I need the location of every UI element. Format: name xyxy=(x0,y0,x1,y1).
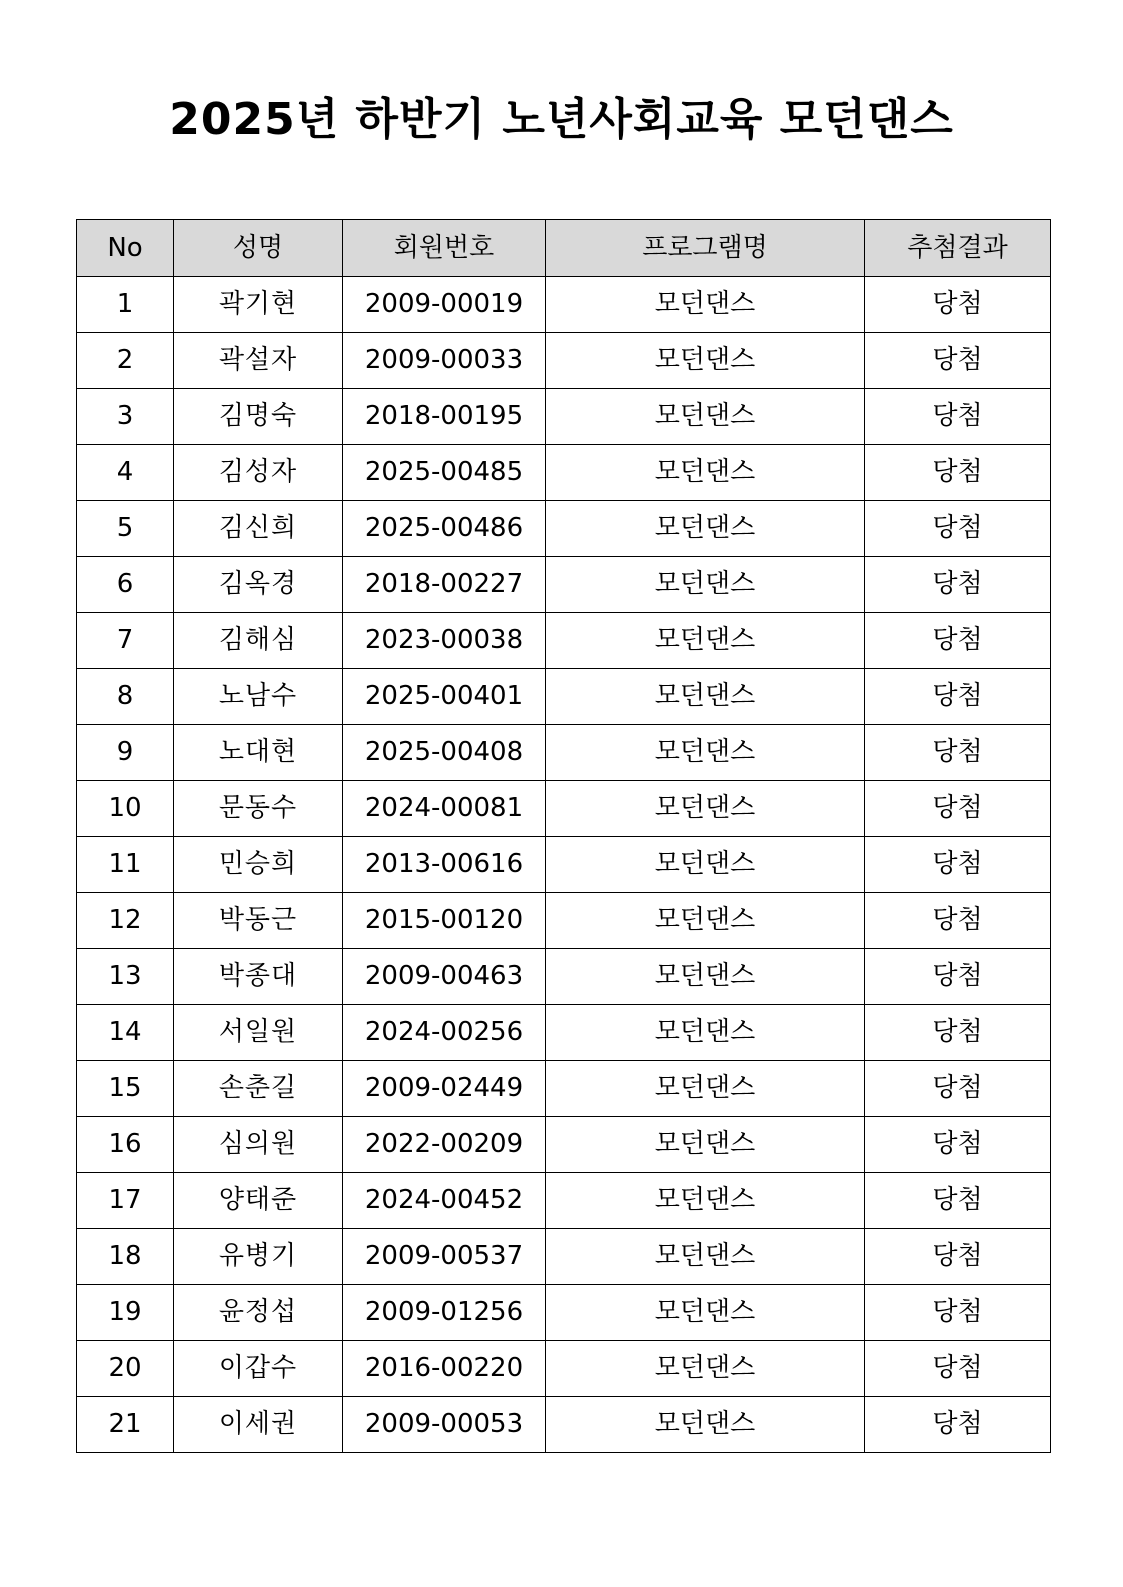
table-row xyxy=(77,557,1051,613)
cell-member-id: 2009-00033 xyxy=(343,333,546,389)
cell-result: 당첨 xyxy=(865,1173,1051,1229)
cell-program: 모던댄스 xyxy=(546,333,865,389)
cell-program: 모던댄스 xyxy=(546,389,865,445)
cell-member-id: 2025-00408 xyxy=(343,725,546,781)
cell-member-id: 2013-00616 xyxy=(343,837,546,893)
cell-member-id: 2022-00209 xyxy=(343,1117,546,1173)
cell-no: 14 xyxy=(77,1005,174,1061)
cell-name: 이세권 xyxy=(174,1397,343,1453)
cell-program: 모던댄스 xyxy=(546,949,865,1005)
cell-no: 19 xyxy=(77,1285,174,1341)
cell-member-id: 2009-00053 xyxy=(343,1397,546,1453)
cell-name: 곽기현 xyxy=(174,277,343,333)
cell-no: 11 xyxy=(77,837,174,893)
cell-no: 6 xyxy=(77,557,174,613)
table-row xyxy=(77,389,1051,445)
cell-result: 당첨 xyxy=(865,1005,1051,1061)
table-row xyxy=(77,445,1051,501)
cell-result: 당첨 xyxy=(865,669,1051,725)
cell-result: 당첨 xyxy=(865,1117,1051,1173)
cell-no: 18 xyxy=(77,1229,174,1285)
cell-name: 서일원 xyxy=(174,1005,343,1061)
column-header-member-id: 회원번호 xyxy=(343,220,546,277)
cell-result: 당첨 xyxy=(865,389,1051,445)
cell-name: 이갑수 xyxy=(174,1341,343,1397)
cell-program: 모던댄스 xyxy=(546,501,865,557)
lottery-result-table xyxy=(76,219,1051,1453)
cell-no: 12 xyxy=(77,893,174,949)
cell-no: 21 xyxy=(77,1397,174,1453)
cell-member-id: 2015-00120 xyxy=(343,893,546,949)
column-header-result: 추첨결과 xyxy=(865,220,1051,277)
cell-program: 모던댄스 xyxy=(546,277,865,333)
cell-name: 유병기 xyxy=(174,1229,343,1285)
column-header-no: No xyxy=(77,220,174,277)
cell-result: 당첨 xyxy=(865,1397,1051,1453)
cell-result: 당첨 xyxy=(865,781,1051,837)
page-title: 2025년 하반기 노년사회교육 모던댄스 xyxy=(169,94,954,145)
cell-no: 15 xyxy=(77,1061,174,1117)
cell-member-id: 2018-00195 xyxy=(343,389,546,445)
cell-name: 노남수 xyxy=(174,669,343,725)
cell-member-id: 2009-01256 xyxy=(343,1285,546,1341)
cell-program: 모던댄스 xyxy=(546,1285,865,1341)
table-header-row xyxy=(77,220,1051,277)
table-row xyxy=(77,333,1051,389)
cell-no: 16 xyxy=(77,1117,174,1173)
cell-result: 당첨 xyxy=(865,1285,1051,1341)
cell-no: 8 xyxy=(77,669,174,725)
cell-program: 모던댄스 xyxy=(546,557,865,613)
table-row xyxy=(77,277,1051,333)
cell-result: 당첨 xyxy=(865,1341,1051,1397)
cell-name: 박동근 xyxy=(174,893,343,949)
table-row xyxy=(77,725,1051,781)
table-row xyxy=(77,669,1051,725)
cell-no: 4 xyxy=(77,445,174,501)
table-row xyxy=(77,1061,1051,1117)
cell-member-id: 2024-00452 xyxy=(343,1173,546,1229)
cell-result: 당첨 xyxy=(865,725,1051,781)
cell-program: 모던댄스 xyxy=(546,669,865,725)
cell-name: 민승희 xyxy=(174,837,343,893)
cell-result: 당첨 xyxy=(865,445,1051,501)
cell-no: 9 xyxy=(77,725,174,781)
cell-no: 1 xyxy=(77,277,174,333)
table-row xyxy=(77,1173,1051,1229)
cell-name: 노대현 xyxy=(174,725,343,781)
cell-no: 10 xyxy=(77,781,174,837)
table-row xyxy=(77,1229,1051,1285)
cell-name: 곽설자 xyxy=(174,333,343,389)
cell-member-id: 2024-00256 xyxy=(343,1005,546,1061)
cell-name: 김성자 xyxy=(174,445,343,501)
cell-result: 당첨 xyxy=(865,1229,1051,1285)
cell-program: 모던댄스 xyxy=(546,613,865,669)
cell-name: 문동수 xyxy=(174,781,343,837)
table-row xyxy=(77,949,1051,1005)
cell-program: 모던댄스 xyxy=(546,893,865,949)
cell-member-id: 2009-02449 xyxy=(343,1061,546,1117)
cell-member-id: 2009-00537 xyxy=(343,1229,546,1285)
cell-program: 모던댄스 xyxy=(546,837,865,893)
cell-member-id: 2016-00220 xyxy=(343,1341,546,1397)
cell-program: 모던댄스 xyxy=(546,1005,865,1061)
cell-member-id: 2018-00227 xyxy=(343,557,546,613)
cell-no: 13 xyxy=(77,949,174,1005)
cell-program: 모던댄스 xyxy=(546,445,865,501)
cell-no: 3 xyxy=(77,389,174,445)
table-body xyxy=(77,277,1051,1453)
table-row xyxy=(77,1005,1051,1061)
cell-result: 당첨 xyxy=(865,949,1051,1005)
cell-name: 손춘길 xyxy=(174,1061,343,1117)
cell-no: 17 xyxy=(77,1173,174,1229)
cell-member-id: 2025-00401 xyxy=(343,669,546,725)
cell-result: 당첨 xyxy=(865,277,1051,333)
cell-program: 모던댄스 xyxy=(546,1117,865,1173)
table-row xyxy=(77,893,1051,949)
cell-program: 모던댄스 xyxy=(546,1229,865,1285)
cell-name: 양태준 xyxy=(174,1173,343,1229)
column-header-program: 프로그램명 xyxy=(546,220,865,277)
table-row xyxy=(77,1285,1051,1341)
table-row xyxy=(77,613,1051,669)
cell-result: 당첨 xyxy=(865,557,1051,613)
cell-name: 박종대 xyxy=(174,949,343,1005)
cell-no: 7 xyxy=(77,613,174,669)
column-header-name: 성명 xyxy=(174,220,343,277)
cell-no: 2 xyxy=(77,333,174,389)
cell-program: 모던댄스 xyxy=(546,1173,865,1229)
cell-name: 윤정섭 xyxy=(174,1285,343,1341)
cell-result: 당첨 xyxy=(865,1061,1051,1117)
cell-program: 모던댄스 xyxy=(546,725,865,781)
cell-member-id: 2025-00486 xyxy=(343,501,546,557)
cell-result: 당첨 xyxy=(865,333,1051,389)
cell-member-id: 2024-00081 xyxy=(343,781,546,837)
table-row xyxy=(77,501,1051,557)
cell-result: 당첨 xyxy=(865,893,1051,949)
cell-member-id: 2023-00038 xyxy=(343,613,546,669)
cell-program: 모던댄스 xyxy=(546,781,865,837)
cell-name: 심의원 xyxy=(174,1117,343,1173)
cell-no: 5 xyxy=(77,501,174,557)
table-row xyxy=(77,1397,1051,1453)
table-row xyxy=(77,1341,1051,1397)
cell-name: 김옥경 xyxy=(174,557,343,613)
cell-program: 모던댄스 xyxy=(546,1397,865,1453)
cell-member-id: 2009-00019 xyxy=(343,277,546,333)
cell-result: 당첨 xyxy=(865,613,1051,669)
cell-member-id: 2009-00463 xyxy=(343,949,546,1005)
cell-result: 당첨 xyxy=(865,837,1051,893)
cell-name: 김명숙 xyxy=(174,389,343,445)
table-row xyxy=(77,837,1051,893)
cell-name: 김신희 xyxy=(174,501,343,557)
cell-program: 모던댄스 xyxy=(546,1061,865,1117)
cell-name: 김해심 xyxy=(174,613,343,669)
cell-no: 20 xyxy=(77,1341,174,1397)
cell-program: 모던댄스 xyxy=(546,1341,865,1397)
table-row xyxy=(77,1117,1051,1173)
cell-member-id: 2025-00485 xyxy=(343,445,546,501)
cell-result: 당첨 xyxy=(865,501,1051,557)
table-row xyxy=(77,781,1051,837)
